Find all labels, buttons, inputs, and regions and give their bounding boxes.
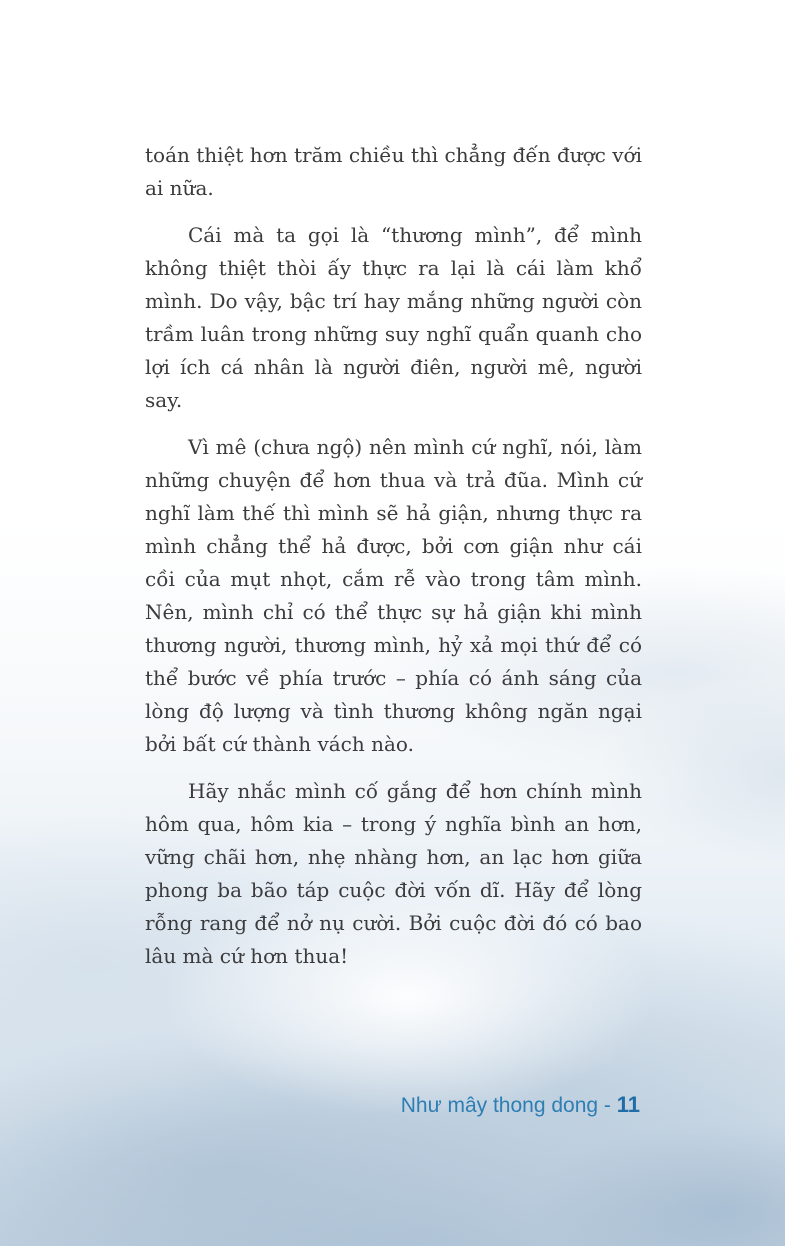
page-footer — [401, 1092, 640, 1118]
body-paragraph-2: Cái mà ta gọi là “thương mình”, để mình không thiệt thòi ấy thực ra lại là cái làm khổ mình. Do vậy, bậc trí hay mắng những người còn trầm luân trong những suy nghĩ quẩn quanh cho lợi ích cá nhân là người điên, người mê, người say. — [145, 223, 642, 412]
book-page-text — [145, 139, 642, 987]
footer-book-title: Như mây thong dong - — [400, 1094, 617, 1117]
body-paragraph-3: Vì mê (chưa ngộ) nên mình cứ nghĩ, nói, làm những chuyện để hơn thua và trả đũa. Mình cứ nghĩ làm thế thì mình sẽ hả giận, nhưng thực ra mình chẳng thể hả được, bởi cơn giận như cái cồi của mụt nhọt, cắm rễ vào trong tâm mình. Nên, mình chỉ có thể thực sự hả giận khi mình thương người, thương mình, hỷ xả mọi thứ để có thể bước về phía trước – phía có ánh sáng của lòng độ lượng và tình thương không ngăn ngại bởi bất cứ thành vách nào. — [145, 435, 642, 756]
footer-page-number: 11 — [616, 1092, 640, 1117]
body-paragraph-1: toán thiệt hơn trăm chiều thì chẳng đến được với ai nữa. — [145, 143, 642, 200]
body-paragraph-4: Hãy nhắc mình cố gắng để hơn chính mình hôm qua, hôm kia – trong ý nghĩa bình an hơn, vững chãi hơn, nhẹ nhàng hơn, an lạc hơn giữa phong ba bão táp cuộc đời vốn dĩ. Hãy để lòng rỗng rang để nở nụ cười. Bởi cuộc đời đó có bao lâu mà cứ hơn thua! — [145, 779, 642, 968]
